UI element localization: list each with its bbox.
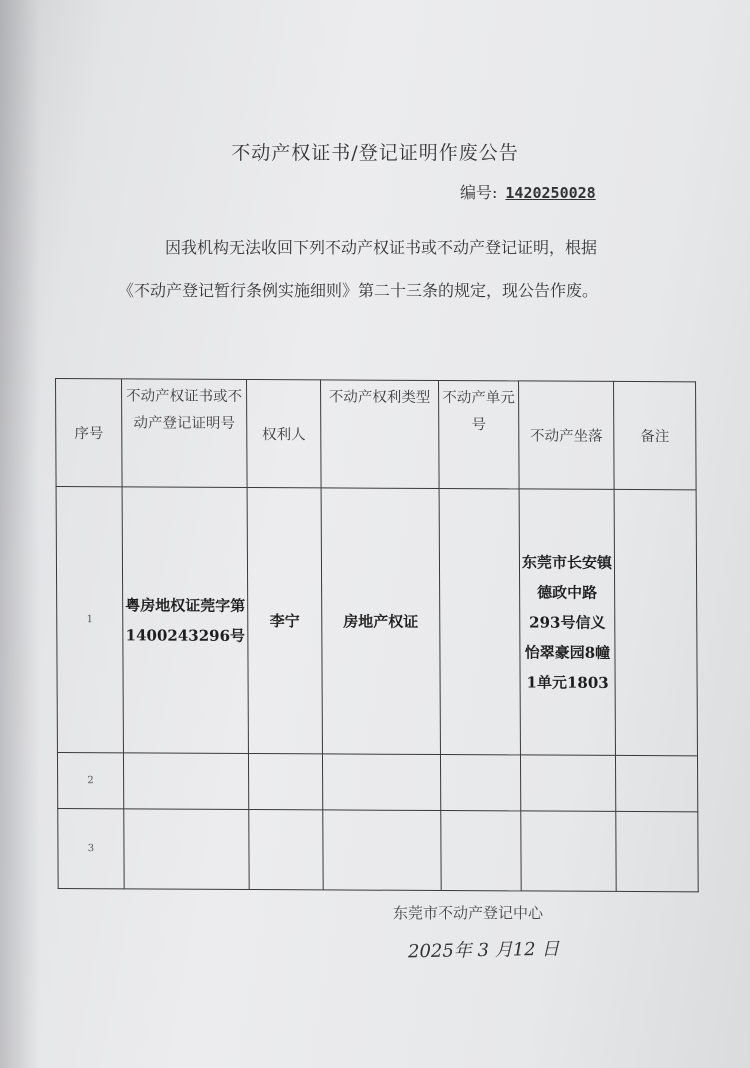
row-remark — [615, 755, 697, 811]
row-cert-no: 粤房地权证莞字第1400243296号 — [122, 487, 248, 754]
void-certificate-table — [55, 378, 698, 891]
row-cert-no — [124, 809, 249, 890]
row-location — [521, 811, 616, 891]
row-seq: 2 — [57, 752, 123, 808]
issuing-authority: 东莞市不动产登记中心 — [393, 904, 544, 922]
handwritten-date: 2025年 3 月12 日 — [407, 938, 560, 963]
row-seq: 3 — [58, 808, 124, 888]
row-holder: 李宁 — [247, 488, 322, 754]
row-right-type — [322, 754, 440, 811]
table-row — [56, 487, 697, 756]
row-right-type: 房地产权证 — [321, 488, 440, 755]
row-unit-no — [441, 811, 521, 891]
row-location: 东莞市长安镇德政中路293号信义怡翠豪园8幢1单元1803 — [519, 489, 615, 755]
row-location — [520, 755, 615, 811]
row-seq: 1 — [56, 487, 123, 753]
row-unit-no — [440, 755, 520, 811]
row-right-type — [323, 810, 441, 891]
header-unit-no: 不动产单元号 — [439, 381, 520, 489]
serial-label: 编号: — [460, 183, 498, 202]
header-holder: 权利人 — [247, 380, 322, 488]
notice-paragraph-line-2: 《不动产登记暂行条例实施细则》第二十三条的规定，现公告作废。 — [118, 281, 599, 300]
row-holder — [248, 753, 322, 809]
row-cert-no — [123, 753, 248, 810]
serial-number — [460, 180, 596, 203]
serial-value: 1420250028 — [505, 184, 596, 202]
row-holder — [249, 809, 323, 889]
row-remark — [614, 489, 697, 755]
header-cert-no: 不动产权证书或不动产登记证明号 — [122, 379, 248, 488]
row-unit-no — [439, 489, 520, 755]
header-seq: 序号 — [56, 379, 123, 487]
header-location: 不动产坐落 — [519, 381, 615, 489]
table-row — [58, 808, 698, 891]
table-header-row — [56, 379, 697, 490]
notice-title: 不动产权证书/登记证明作废公告 — [231, 142, 519, 164]
header-remark: 备注 — [614, 381, 697, 489]
row-remark — [616, 811, 698, 891]
header-right-type: 不动产权利类型 — [321, 380, 440, 489]
notice-paragraph-line-1: 因我机构无法收回下列不动产权证书或不动产登记证明，根据 — [165, 238, 598, 257]
table-row — [57, 752, 697, 811]
